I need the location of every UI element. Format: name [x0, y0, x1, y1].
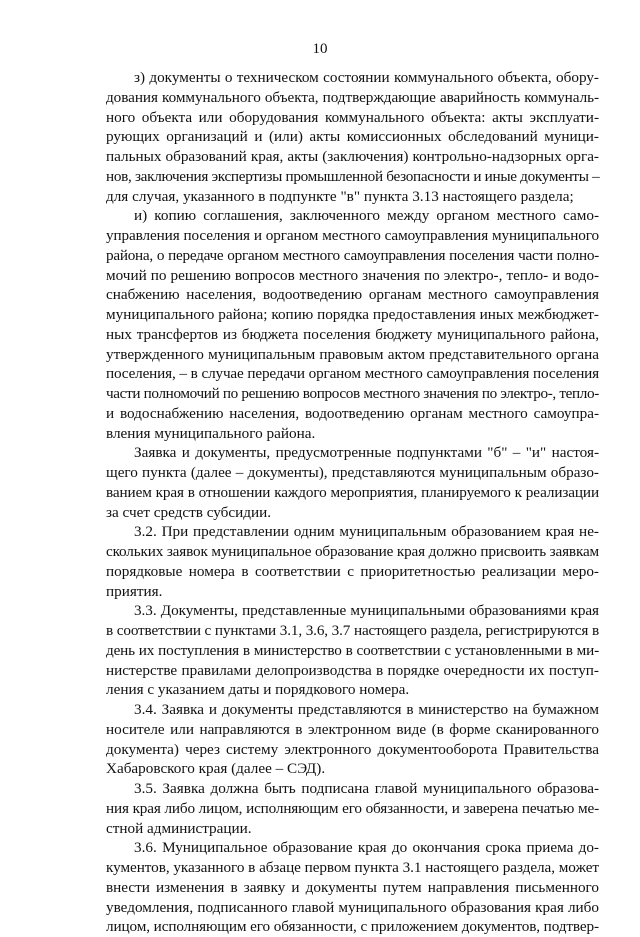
text-line: Заявка и документы, предусмотренные подпунктами "б" – "и" настоя- [134, 444, 599, 462]
paragraph [106, 838, 599, 937]
text-line: день их поступления в министерство в соответствии с установленными в ми- [106, 641, 599, 659]
text-line: з) документы о техническом состоянии коммунального объекта, обору- [134, 69, 599, 86]
text-line: ванием края в отношении каждого мероприятия, планируемого к реализации [106, 483, 599, 501]
page-number: 10 [312, 41, 328, 57]
text-line: Хабаровского края (далее – СЭД). [106, 760, 326, 778]
paragraph [106, 522, 599, 601]
text-line: порядковые номера в соответствии с приоритетностью реализации меро- [106, 562, 599, 580]
paragraph [106, 206, 599, 443]
text-line: стной администрации. [106, 819, 252, 837]
paragraph [106, 700, 599, 779]
text-line: лицом, исполняющим его обязанности, с приложением документов, подтвер- [106, 918, 599, 936]
paragraph [106, 601, 599, 700]
text-line: приятия. [106, 582, 163, 600]
text-line: 3.4. Заявка и документы представляются в министерство на бумажном [134, 701, 599, 718]
text-line: и водоснабжению населения, водоотведению органам местного самоупра- [106, 404, 599, 422]
text-line: и) копию соглашения, заключенного между органом местного само- [134, 207, 599, 225]
document-body [106, 68, 599, 937]
text-line: внести изменения в заявку и документы путем направления письменного [106, 878, 599, 896]
paragraph [106, 68, 599, 206]
text-line: ния края либо лицом, исполняющим его обязанности, и заверена печатью ме- [106, 799, 599, 817]
text-line: поселения, – в случае передачи органом местного самоуправления поселения [106, 365, 599, 383]
text-line: за счет средств субсидии. [106, 503, 272, 521]
text-line: мочий по решению вопросов местного значения по электро-, тепло- и водо- [106, 266, 599, 284]
text-line: нистерстве правилами делопроизводства в порядке очередности их поступ- [106, 661, 599, 679]
text-line: рующих организаций и (или) акты комиссионных обследований муници- [106, 128, 599, 146]
text-line: ления с указанием даты и порядкового номера. [106, 681, 410, 699]
text-line: снабжению населения, водоотведению органам местного самоуправления [106, 286, 599, 304]
paragraph [106, 443, 599, 522]
text-line: 3.3. Документы, представленные муниципальными образованиями края [134, 602, 599, 620]
text-line: пальных образований края, акты (заключения) контрольно-надзорных орга- [106, 148, 599, 165]
text-line: ного объекта или оборудования коммунального объекта: акты эксплуати- [106, 108, 599, 126]
text-line: части полномочий по решению вопросов местного значения по электро-, тепло- [106, 385, 599, 402]
text-line: утвержденного муниципальным правовым актом представительного органа [106, 345, 599, 363]
text-line: дования коммунального объекта, подтверждающие аварийность коммуналь- [106, 88, 599, 106]
text-line: в соответствии с пунктами 3.1, 3.6, 3.7 настоящего раздела, регистрируются в [106, 622, 599, 639]
text-line: управления поселения и органом местного самоуправления муниципального [106, 227, 599, 244]
text-line: документа) через систему электронного документооборота Правительства [106, 740, 599, 758]
text-line: нов, заключения экспертизы промышленной безопасности и иные документы – [106, 167, 600, 185]
text-line: щего пункта (далее – документы), представляются муниципальным образо- [106, 464, 599, 481]
text-line: 3.5. Заявка должна быть подписана главой муниципального образова- [134, 780, 599, 797]
text-line: для случая, указанного в подпункте "в" пункта 3.13 настоящего раздела; [106, 187, 574, 205]
text-line: скольких заявок муниципальное образование края должно присвоить заявкам [106, 543, 599, 560]
text-line: района, о передаче органом местного самоуправления поселения части полно- [106, 246, 599, 264]
text-line: кументов, указанного в абзаце первом пункта 3.1 настоящего раздела, может [106, 859, 599, 876]
text-line: носителе или направляются в электронном виде (в форме сканированного [106, 720, 599, 738]
text-line: муниципального района; копию порядка предоставления иных межбюджет- [106, 306, 599, 323]
text-line: ных трансфертов из бюджета поселения бюджету муниципального района, [106, 325, 599, 343]
text-line: уведомления, подписанного главой муниципального образования края либо [106, 898, 599, 916]
text-line: вления муниципального района. [106, 424, 316, 442]
paragraph [106, 779, 599, 838]
text-line: 3.2. При представлении одним муниципальным образованием края не- [134, 523, 599, 541]
text-line: 3.6. Муниципальное образование края до окончания срока приема до- [134, 839, 599, 857]
